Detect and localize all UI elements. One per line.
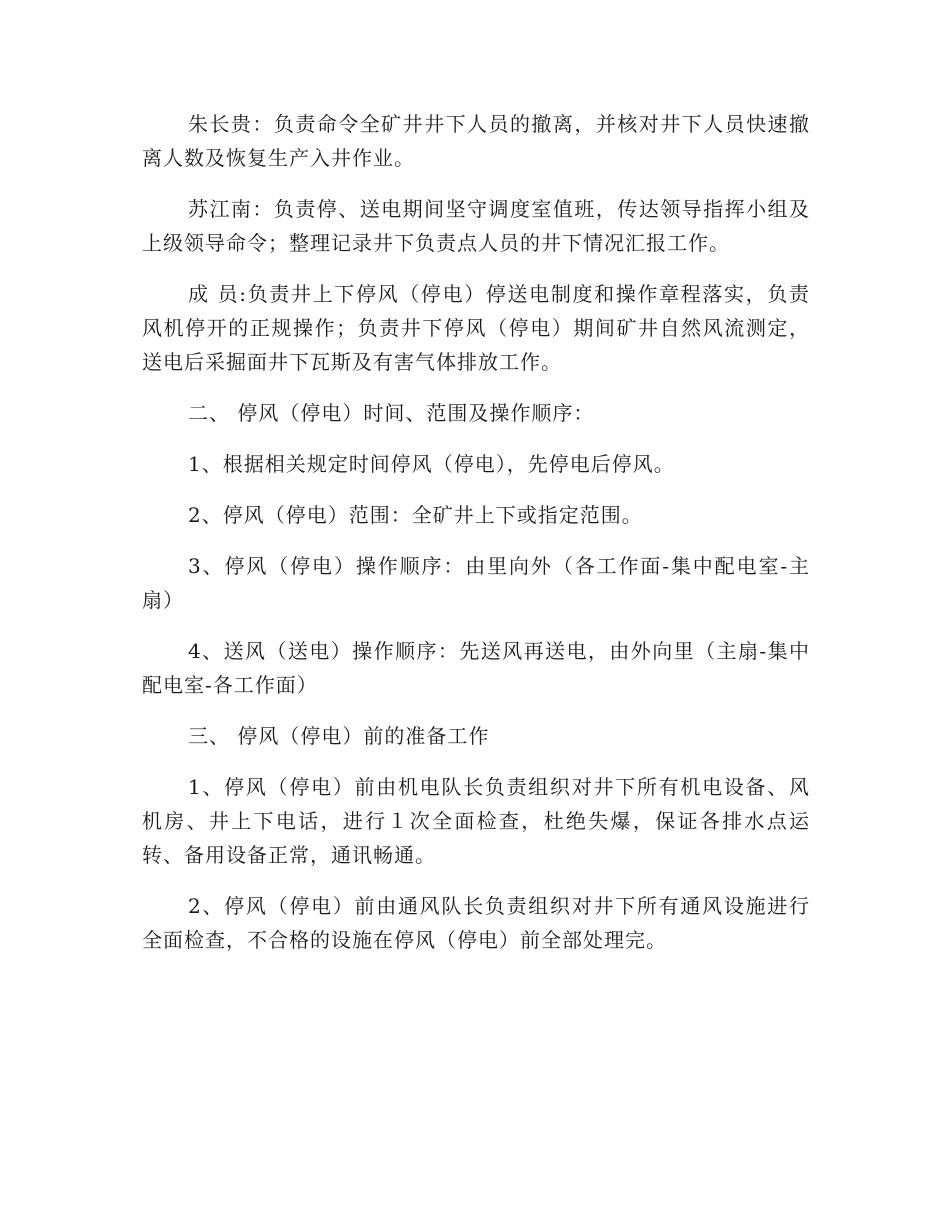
paragraph-members: 成 员:负责井上下停风（停电）停送电制度和操作章程落实，负责风机停开的正规操作；负责井下停风（停电）期间矿井自然风流测定，送电后采掘面井下瓦斯及有害气体排放工作。: [142, 282, 810, 374]
section-heading-3: 三、 停风（停电）前的准备工作: [188, 724, 490, 748]
document-page: [142, 107, 810, 974]
section-heading-2: 二、 停风（停电）时间、范围及操作顺序：: [188, 401, 595, 425]
list-item-2-2: 2、停风（停电）范围：全矿井上下或指定范围。: [188, 503, 643, 527]
list-item-2-1: 1、根据相关规定时间停风（停电），先停电后停风。: [188, 452, 675, 476]
list-item-2-3: 3、停风（停电）操作顺序：由里向外（各工作面-集中配电室-主扇）: [142, 554, 810, 612]
paragraph-zhu-changgui: 朱长贵：负责命令全矿井井下人员的撤离，并核对井下人员快速撤离人数及恢复生产入井作业。: [142, 112, 810, 170]
list-item-3-2: 2、停风（停电）前由通风队长负责组织对井下所有通风设施进行全面检查，不合格的设施在停风（停电）前全部处理完。: [142, 894, 810, 952]
list-item-3-1: 1、停风（停电）前由机电队长负责组织对井下所有机电设备、风机房、井上下电话，进行１次全面检查，杜绝失爆，保证各排水点运转、备用设备正常，通讯畅通。: [142, 775, 810, 867]
list-item-2-4: 4、送风（送电）操作顺序：先送风再送电，由外向里（主扇-集中配电室-各工作面）: [142, 639, 810, 697]
paragraph-su-jiangnan: 苏江南：负责停、送电期间坚守调度室值班，传达领导指挥小组及上级领导命令；整理记录井下负责点人员的井下情况汇报工作。: [142, 197, 810, 255]
